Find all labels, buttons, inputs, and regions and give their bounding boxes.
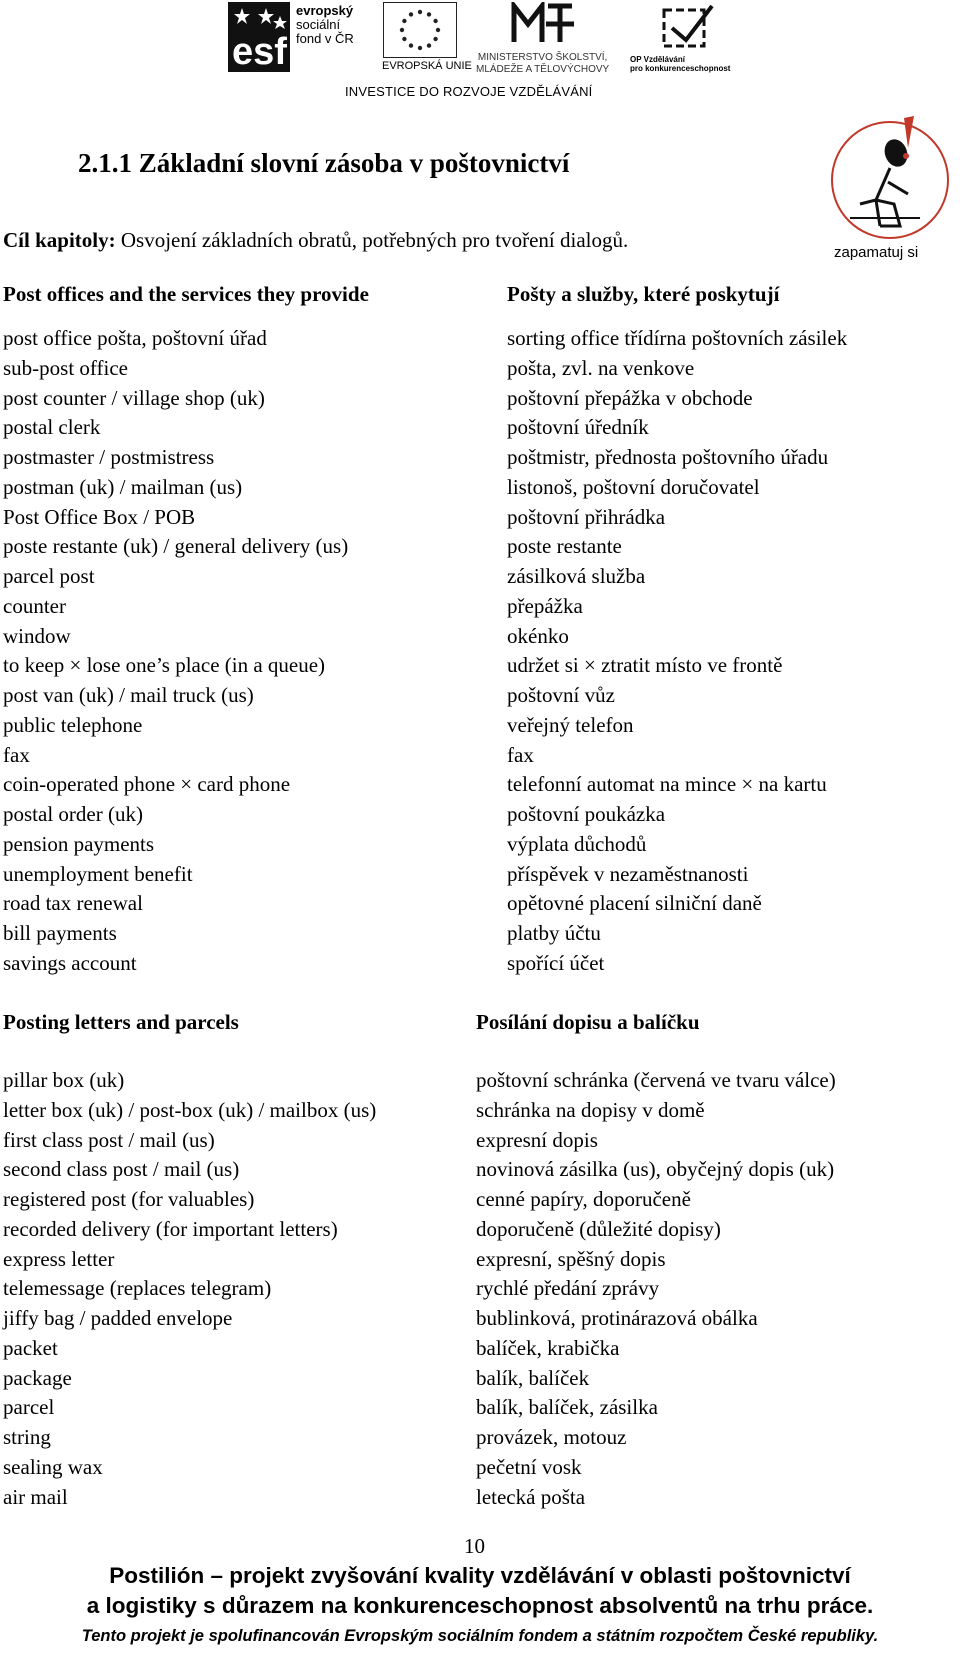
eu-star-icon (402, 19, 406, 23)
term-cs: opětovné placení silniční daně (507, 891, 762, 916)
term-en: poste restante (uk) / general delivery (us) (3, 534, 349, 559)
term-cs: veřejný telefon (507, 712, 634, 737)
term-cs: pečetní vosk (476, 1454, 582, 1479)
term-en: postal order (uk) (3, 802, 143, 826)
term-en: string (3, 1425, 51, 1449)
esf-logo-icon (228, 2, 290, 72)
term-en: sealing wax (3, 1454, 103, 1479)
section1-heading-cs: Pošty a služby, které poskytují (507, 282, 780, 306)
term-cs: okénko (507, 623, 569, 648)
esf-text (296, 4, 354, 46)
goal-text: Osvojení základních obratů, potřebných pro tvoření dialogů. (115, 228, 629, 252)
op-logo-icon (652, 0, 724, 54)
term-en: post van (uk) / mail truck (us) (3, 683, 254, 707)
section2-heading-cs: Posílání dopisu a balíčku (476, 1010, 700, 1034)
term-cs: poštovní schránka (červená ve tvaru válce) (476, 1068, 836, 1092)
section2-en-list (3, 1066, 376, 1512)
term-cs: pošta, zvl. na venkove (507, 355, 695, 380)
term-en: public telephone (3, 712, 143, 737)
term-cs: platby účtu (507, 921, 601, 945)
eu-star-icon (433, 19, 437, 23)
eu-flag-icon (383, 2, 457, 58)
term-en: packet (3, 1335, 58, 1360)
term-en: sub-post office (3, 355, 129, 380)
section2-heading-en: Posting letters and parcels (3, 1010, 239, 1034)
term-en: air mail (3, 1484, 68, 1509)
term-cs: zásilková služba (507, 564, 646, 588)
page-number: 10 (464, 1534, 485, 1558)
term-cs: poštovní poukázka (507, 802, 666, 826)
term-cs: poštovní úředník (507, 415, 649, 440)
term-en: counter (3, 593, 66, 618)
term-cs: balík, balíček, zásilka (476, 1395, 658, 1420)
term-en: road tax renewal (3, 891, 143, 916)
term-en: express letter (3, 1246, 115, 1271)
term-cs: schránka na dopisy v domě (476, 1097, 705, 1122)
eu-star-icon (402, 37, 406, 41)
term-cs: příspěvek v nezaměstnanosti (507, 861, 749, 886)
svg-text:esf: esf (232, 31, 287, 72)
page-title: 2.1.1 Základní slovní zásoba v poštovnictví (78, 148, 570, 178)
term-en: parcel (3, 1395, 55, 1420)
term-en: bill payments (3, 921, 117, 945)
op-line2: pro konkurenceschopnost (630, 64, 731, 73)
section1-en-list (3, 324, 348, 979)
msmt-text (476, 52, 609, 76)
footer-line3: Tento projekt je spolufinancován Evropským sociálním fondem a státním rozpočtem České republiky. (81, 1627, 879, 1645)
term-en: postal clerk (3, 415, 101, 440)
op-text (630, 55, 730, 73)
eu-star-icon (433, 37, 437, 41)
term-cs: balík, balíček (476, 1365, 590, 1390)
term-cs: cenné papíry, doporučeně (476, 1187, 691, 1211)
term-en: letter box (uk) / post-box (uk) / mailbox (us) (3, 1097, 377, 1122)
term-cs: výplata důchodů (507, 831, 647, 856)
eu-star-icon (409, 43, 413, 47)
term-en: pillar box (uk) (3, 1068, 125, 1092)
section1-heading-en: Post offices and the services they provide (3, 282, 369, 306)
term-cs: sorting office třídírna poštovních zásilek (507, 326, 848, 350)
footer-line2: a logistiky s důrazem na konkurenceschopnost absolventů na trhu práce. (86, 1593, 874, 1618)
esf-line1: evropský (296, 3, 354, 18)
eu-star-icon (427, 12, 431, 16)
footer-line1: Postilión – projekt zvyšování kvality vzdělávání v oblasti poštovnictví (109, 1563, 851, 1588)
term-cs: listonoš, poštovní doručovatel (507, 474, 760, 499)
msmt-line2: MLÁDEŽE A TĚLOVÝCHOVY (476, 64, 610, 75)
term-cs: telefonní automat na mince × na kartu (507, 772, 827, 797)
term-cs: spořící účet (507, 950, 605, 975)
term-en: parcel post (3, 564, 95, 588)
eu-star-icon (427, 43, 431, 47)
term-en: registered post (for valuables) (3, 1187, 255, 1211)
term-en: second class post / mail (us) (3, 1157, 240, 1182)
term-en: savings account (3, 950, 137, 975)
chapter-goal (3, 228, 628, 253)
section2-cs-list (476, 1066, 836, 1512)
term-cs: poštovní přihrádka (507, 504, 666, 529)
header-logos (0, 0, 960, 110)
term-cs: přepážka (507, 593, 583, 618)
term-cs: poštmistr, přednosta poštovního úřadu (507, 445, 829, 469)
term-en: window (3, 623, 71, 648)
msmt-line1: MINISTERSTVO ŠKOLSTVÍ, (477, 52, 608, 63)
term-en: Post Office Box / POB (3, 504, 196, 529)
term-en: jiffy bag / padded envelope (3, 1306, 233, 1330)
term-en: pension payments (3, 831, 155, 856)
term-cs: expresní dopis (476, 1127, 598, 1152)
term-cs: doporučeně (důležité dopisy) (476, 1216, 721, 1241)
eu-star-icon (418, 10, 422, 14)
eu-star-icon (418, 46, 422, 50)
eu-label: EVROPSKÁ UNIE (382, 60, 472, 72)
term-en: post counter / village shop (uk) (3, 385, 265, 410)
esf-line2: sociální (296, 17, 341, 32)
term-en: package (3, 1365, 72, 1390)
memo-label: zapamatuj si (834, 244, 919, 261)
op-line1: OP Vzdělávání (630, 55, 685, 64)
term-cs: rychlé předání zprávy (476, 1276, 660, 1301)
term-en: postmaster / postmistress (3, 445, 215, 469)
term-en: first class post / mail (us) (3, 1127, 215, 1152)
eu-star-icon (400, 28, 404, 32)
term-cs: balíček, krabička (476, 1335, 620, 1360)
term-cs: expresní, spěšný dopis (476, 1246, 666, 1271)
term-en: telemessage (replaces telegram) (3, 1276, 272, 1301)
investice-label: INVESTICE DO ROZVOJE VZDĚLÁVÁNÍ (345, 84, 593, 99)
term-cs: poštovní vůz (507, 683, 615, 707)
term-cs: poste restante (507, 534, 622, 559)
term-cs: letecká pošta (476, 1484, 586, 1509)
eu-star-icon (436, 28, 440, 32)
term-en: fax (3, 742, 30, 767)
goal-label: Cíl kapitoly: (3, 228, 116, 252)
term-en: unemployment benefit (3, 861, 193, 886)
term-cs: bublinková, protinárazová obálka (476, 1306, 758, 1330)
esf-line3: fond v ČR (296, 31, 354, 46)
term-en: coin-operated phone × card phone (3, 772, 291, 797)
term-en: post office pošta, poštovní úřad (3, 326, 267, 350)
term-en: recorded delivery (for important letters) (3, 1216, 338, 1241)
term-en: to keep × lose one’s place (in a queue) (3, 653, 326, 678)
term-cs: fax (507, 742, 534, 767)
term-en: postman (uk) / mailman (us) (3, 474, 243, 499)
eu-star-icon (409, 12, 413, 16)
msmt-logo-icon (510, 2, 576, 46)
term-cs: poštovní přepážka v obchode (507, 385, 753, 410)
section1-cs-list (507, 324, 847, 979)
term-cs: provázek, motouz (476, 1425, 627, 1449)
term-cs: novinová zásilka (us), obyčejný dopis (uk) (476, 1157, 835, 1182)
term-cs: udržet si × ztratit místo ve frontě (507, 653, 783, 678)
